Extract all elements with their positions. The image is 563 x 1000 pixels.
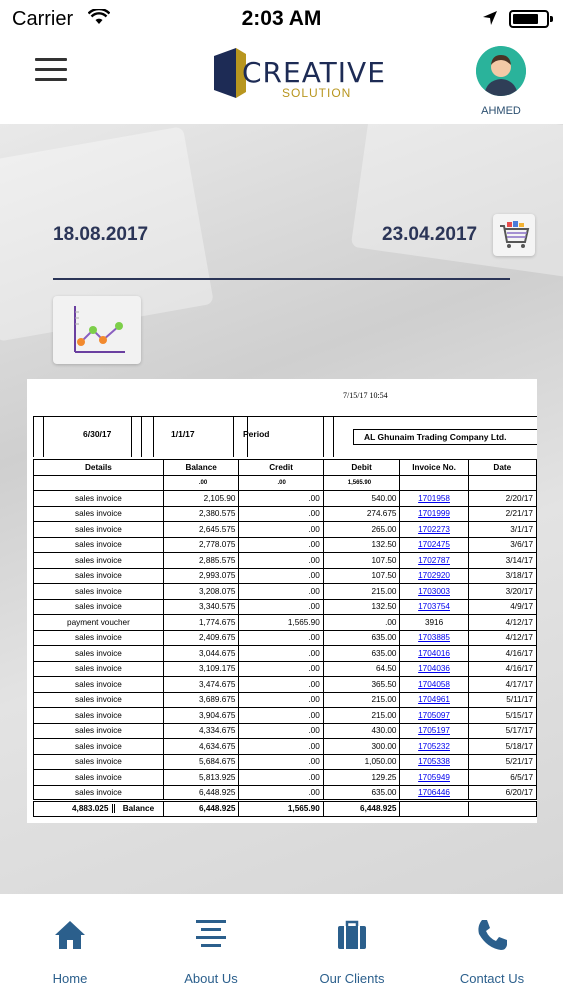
table-row [34, 599, 537, 615]
statement-panel [0, 124, 563, 894]
table-row [34, 785, 537, 801]
table-row [34, 537, 537, 553]
row-invoice-link[interactable]: 1705232 [400, 739, 468, 755]
table-row [34, 506, 537, 522]
row-debit: 365.50 [323, 677, 400, 693]
phone-icon [475, 918, 509, 952]
row-debit: 265.00 [323, 522, 400, 538]
row-debit: 540.00 [323, 491, 400, 507]
row-details: sales invoice [34, 584, 164, 600]
row-balance: 3,904.675 [163, 708, 239, 724]
row-debit: .00 [323, 615, 400, 631]
row-date: 3/14/17 [468, 553, 536, 569]
row-details: sales invoice [34, 708, 164, 724]
app-header [0, 40, 563, 124]
shopping-cart-button[interactable] [493, 214, 535, 256]
row-details: sales invoice [34, 646, 164, 662]
row-invoice-link[interactable]: 1703885 [400, 630, 468, 646]
row-date: 6/20/17 [468, 785, 536, 801]
row-invoice-link[interactable]: 1701958 [400, 491, 468, 507]
row-balance: 4,334.675 [163, 723, 239, 739]
column-header: Details [34, 460, 164, 476]
row-invoice-link[interactable]: 1704016 [400, 646, 468, 662]
row-credit: .00 [239, 553, 323, 569]
row-debit: 635.00 [323, 785, 400, 801]
row-debit: 274.675 [323, 506, 400, 522]
row-details: sales invoice [34, 630, 164, 646]
row-invoice-link[interactable]: 1702787 [400, 553, 468, 569]
table-row [34, 708, 537, 724]
column-header: Debit [323, 460, 400, 476]
row-balance: 6,448.925 [163, 785, 239, 801]
row-details: payment voucher [34, 615, 164, 631]
row-invoice-link[interactable]: 1706446 [400, 785, 468, 801]
row-debit: 1,050.00 [323, 754, 400, 770]
row-details: sales invoice [34, 739, 164, 755]
location-arrow-icon [482, 10, 498, 26]
table-row [34, 723, 537, 739]
row-credit: .00 [239, 568, 323, 584]
opening-credit: .00 [239, 476, 323, 491]
row-debit: 132.50 [323, 537, 400, 553]
row-details: sales invoice [34, 599, 164, 615]
list-icon [194, 918, 228, 952]
row-details: sales invoice [34, 723, 164, 739]
row-invoice-link[interactable]: 1703003 [400, 584, 468, 600]
row-debit: 129.25 [323, 770, 400, 786]
row-balance: 3,109.175 [163, 661, 239, 677]
tab-our-clients[interactable] [292, 918, 412, 988]
hamburger-menu-icon[interactable] [35, 58, 67, 84]
user-avatar-icon [476, 46, 526, 96]
date-to[interactable]: 23.04.2017 [382, 224, 478, 245]
period-start: 1/1/17 [171, 429, 195, 439]
period-end: 6/30/17 [83, 429, 112, 439]
home-icon [53, 918, 87, 952]
row-invoice-link[interactable]: 1704036 [400, 661, 468, 677]
row-balance: 1,774.675 [163, 615, 239, 631]
row-invoice-link[interactable]: 1702475 [400, 537, 468, 553]
row-date: 2/21/17 [468, 506, 536, 522]
statement-document [27, 379, 537, 823]
row-details: sales invoice [34, 770, 164, 786]
row-invoice-link[interactable]: 1704058 [400, 677, 468, 693]
row-balance: 5,813.925 [163, 770, 239, 786]
row-details: sales invoice [34, 522, 164, 538]
carrier-label: Carrier [12, 8, 74, 30]
row-credit: .00 [239, 785, 323, 801]
row-balance: 3,474.675 [163, 677, 239, 693]
table-row [34, 615, 537, 631]
row-invoice-link: 3916 [400, 615, 468, 631]
column-header: Credit [239, 460, 323, 476]
row-invoice-link[interactable]: 1705097 [400, 708, 468, 724]
status-time: 2:03 AM [241, 7, 322, 30]
row-debit: 215.00 [323, 584, 400, 600]
row-credit: .00 [239, 506, 323, 522]
row-date: 2/20/17 [468, 491, 536, 507]
row-debit: 430.00 [323, 723, 400, 739]
tab-contact-us[interactable] [432, 918, 552, 988]
row-debit: 215.00 [323, 708, 400, 724]
row-date: 4/16/17 [468, 646, 536, 662]
creative-solution-logo [210, 46, 386, 102]
row-date: 3/6/17 [468, 537, 536, 553]
row-credit: .00 [239, 708, 323, 724]
chart-button[interactable] [53, 296, 141, 364]
row-debit: 107.50 [323, 568, 400, 584]
row-credit: .00 [239, 723, 323, 739]
row-balance: 2,885.575 [163, 553, 239, 569]
background-decoration [351, 124, 563, 280]
opening-debit: 1,565.90 [323, 476, 400, 491]
row-debit: 132.50 [323, 599, 400, 615]
table-row [34, 754, 537, 770]
row-details: sales invoice [34, 661, 164, 677]
avatar[interactable] [476, 46, 526, 96]
row-details: sales invoice [34, 754, 164, 770]
opening-balance: .00 [163, 476, 239, 491]
row-invoice-link[interactable]: 1705949 [400, 770, 468, 786]
row-balance: 2,993.075 [163, 568, 239, 584]
row-date: 5/15/17 [468, 708, 536, 724]
row-details: sales invoice [34, 506, 164, 522]
row-credit: .00 [239, 537, 323, 553]
period-header [33, 416, 537, 456]
row-balance: 2,380.575 [163, 506, 239, 522]
row-debit: 215.00 [323, 692, 400, 708]
table-row [34, 661, 537, 677]
date-from[interactable]: 18.08.2017 [53, 224, 149, 245]
row-date: 5/18/17 [468, 739, 536, 755]
row-invoice-link[interactable]: 1705338 [400, 754, 468, 770]
table-row [34, 553, 537, 569]
row-details: sales invoice [34, 537, 164, 553]
table-row [34, 646, 537, 662]
row-credit: .00 [239, 646, 323, 662]
row-date: 4/9/17 [468, 599, 536, 615]
line-chart-icon [53, 296, 141, 364]
row-invoice-link[interactable]: 1702920 [400, 568, 468, 584]
row-debit: 635.00 [323, 630, 400, 646]
row-debit: 107.50 [323, 553, 400, 569]
row-credit: .00 [239, 491, 323, 507]
row-date: 3/18/17 [468, 568, 536, 584]
row-invoice-link[interactable]: 1705197 [400, 723, 468, 739]
opening-row [34, 476, 537, 491]
table-row [34, 568, 537, 584]
row-credit: .00 [239, 677, 323, 693]
row-details: sales invoice [34, 491, 164, 507]
ledger-table [33, 459, 537, 817]
row-credit: .00 [239, 522, 323, 538]
total-row [34, 801, 537, 817]
status-bar [0, 0, 563, 40]
table-row [34, 692, 537, 708]
row-date: 3/20/17 [468, 584, 536, 600]
row-date: 6/5/17 [468, 770, 536, 786]
bottom-tab-bar [0, 894, 563, 1000]
row-invoice-link[interactable]: 1704961 [400, 692, 468, 708]
total-balance: 6,448.925 [163, 801, 239, 817]
row-date: 4/12/17 [468, 630, 536, 646]
row-balance: 3,208.075 [163, 584, 239, 600]
row-details: sales invoice [34, 785, 164, 801]
battery-icon [509, 10, 549, 28]
table-row [34, 584, 537, 600]
logo-subtext: SOLUTION [282, 86, 352, 100]
table-row [34, 491, 537, 507]
row-credit: 1,565.90 [239, 615, 323, 631]
row-balance: 3,044.675 [163, 646, 239, 662]
table-header-row [34, 460, 537, 476]
row-date: 5/17/17 [468, 723, 536, 739]
row-balance: 4,634.675 [163, 739, 239, 755]
row-date: 5/21/17 [468, 754, 536, 770]
row-debit: 635.00 [323, 646, 400, 662]
row-balance: 2,105.90 [163, 491, 239, 507]
divider [53, 278, 510, 280]
row-date: 4/12/17 [468, 615, 536, 631]
row-balance: 3,340.575 [163, 599, 239, 615]
row-credit: .00 [239, 770, 323, 786]
company-name: AL Ghunaim Trading Company Ltd. [353, 429, 537, 445]
total-credit: 1,565.90 [239, 801, 323, 817]
shopping-cart-icon [493, 214, 535, 256]
tab-label: About Us [184, 971, 238, 986]
row-invoice-link[interactable]: 1701999 [400, 506, 468, 522]
total-amount: 4,883.025 [35, 804, 115, 813]
row-details: sales invoice [34, 692, 164, 708]
logo-text: CREATIVE [242, 56, 386, 89]
row-credit: .00 [239, 692, 323, 708]
row-credit: .00 [239, 599, 323, 615]
table-row [34, 522, 537, 538]
table-row [34, 770, 537, 786]
user-name: AHMED [481, 105, 521, 117]
row-credit: .00 [239, 661, 323, 677]
row-balance: 2,778.075 [163, 537, 239, 553]
row-credit: .00 [239, 630, 323, 646]
tab-about-us[interactable] [151, 918, 271, 988]
column-header: Date [468, 460, 536, 476]
row-balance: 2,645.575 [163, 522, 239, 538]
tab-home[interactable] [10, 918, 130, 988]
row-balance: 3,689.675 [163, 692, 239, 708]
row-invoice-link[interactable]: 1702273 [400, 522, 468, 538]
row-invoice-link[interactable]: 1703754 [400, 599, 468, 615]
row-details: sales invoice [34, 553, 164, 569]
row-debit: 300.00 [323, 739, 400, 755]
row-date: 4/17/17 [468, 677, 536, 693]
row-credit: .00 [239, 584, 323, 600]
row-balance: 5,684.675 [163, 754, 239, 770]
row-date: 5/11/17 [468, 692, 536, 708]
tab-label: Our Clients [319, 971, 385, 986]
tab-label: Contact Us [459, 971, 525, 986]
period-label: Period [243, 429, 270, 439]
column-header: Balance [163, 460, 239, 476]
table-row [34, 739, 537, 755]
table-row [34, 677, 537, 693]
row-date: 4/16/17 [468, 661, 536, 677]
print-timestamp: 7/15/17 10:54 [343, 391, 388, 400]
table-row [34, 630, 537, 646]
row-balance: 2,409.675 [163, 630, 239, 646]
row-credit: .00 [239, 754, 323, 770]
row-credit: .00 [239, 739, 323, 755]
row-debit: 64.50 [323, 661, 400, 677]
column-header: Invoice No. [400, 460, 468, 476]
total-debit: 6,448.925 [323, 801, 400, 817]
row-details: sales invoice [34, 677, 164, 693]
row-date: 3/1/17 [468, 522, 536, 538]
tab-label: Home [52, 971, 88, 986]
total-label: Balance [122, 804, 155, 814]
row-details: sales invoice [34, 568, 164, 584]
briefcase-icon [335, 918, 369, 952]
